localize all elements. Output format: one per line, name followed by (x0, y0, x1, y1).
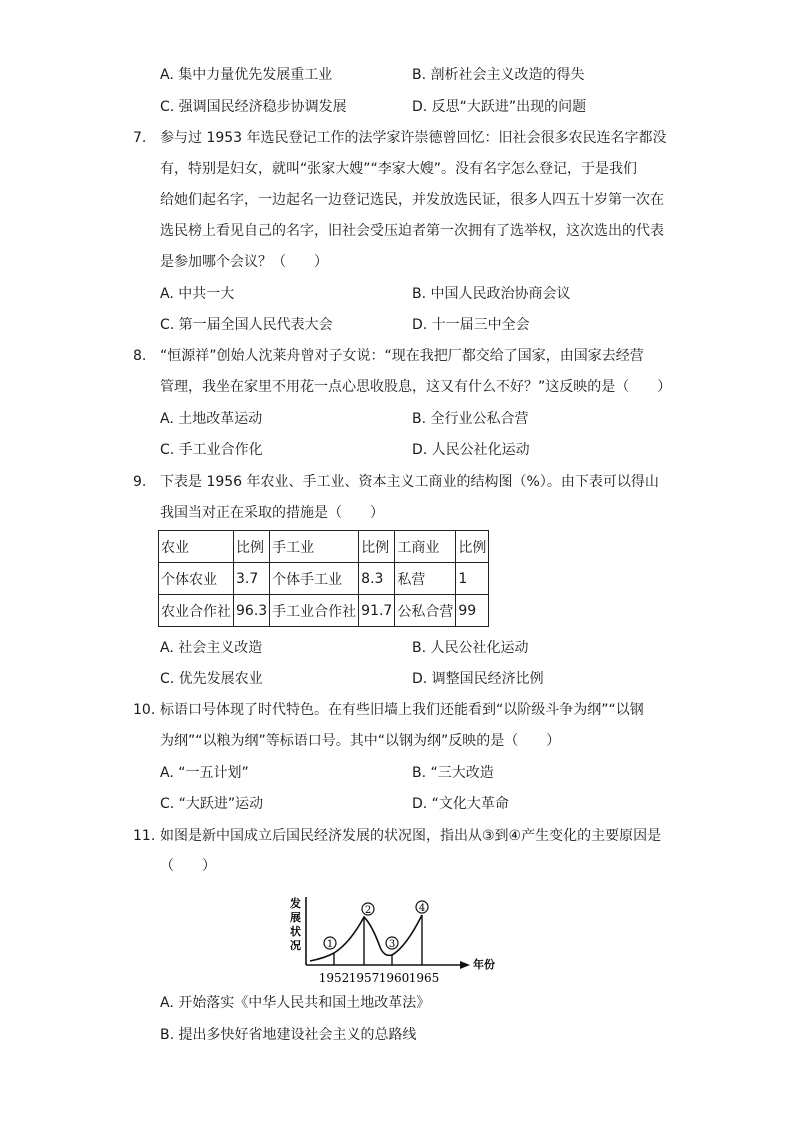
q7-text-line: 给她们起名字，一边起名一边登记选民，并发放选民证，很多人四五十岁第一次在 (160, 192, 664, 208)
x-tick-label: 1957 (348, 971, 380, 985)
q8-option-c[interactable]: C. 手工业合作化 (160, 442, 263, 458)
q6-option-b[interactable]: B. 剖析社会主义改造的得失 (412, 67, 585, 83)
table-cell: 私营 (395, 563, 456, 595)
q11-option-a[interactable]: A. 开始落实《中华人民共和国土地改革法》 (160, 995, 431, 1011)
q11-option-b[interactable]: B. 提出多快好省地建设社会主义的总路线 (160, 1027, 417, 1043)
q9-option-a[interactable]: A. 社会主义改造 (160, 640, 263, 656)
table-cell: 个体农业 (159, 563, 234, 595)
q6-option-c[interactable]: C. 强调国民经济稳步协调发展 (160, 99, 347, 115)
q9-option-b[interactable]: B. 人民公社化运动 (412, 640, 529, 656)
q7-option-d[interactable]: D. 十一届三中全会 (412, 317, 530, 333)
q11-number: 11. (133, 828, 156, 844)
table-header-cell: 比例 (359, 531, 395, 563)
q9-number: 9. (133, 474, 147, 490)
table-cell: 公私合营 (395, 595, 456, 627)
x-tick-label: 1960 (378, 971, 410, 985)
table-cell: 手工业合作社 (270, 595, 359, 627)
q7-text-line: 选民榜上看见自己的名字，旧社会受压迫者第一次拥有了选举权，这次选出的代表 (160, 223, 664, 239)
economy-development-chart (280, 895, 500, 995)
q11-text-line: 如图是新中国成立后国民经济发展的状况图，指出从③到④产生变化的主要原因是 (160, 828, 662, 844)
q10-text-line: 为纲”“以粮为纲”等标语口号。其中“以钢为纲”反映的是（ ） (160, 733, 561, 749)
table-cell: 3.7 (234, 563, 270, 595)
table-header-cell: 工商业 (395, 531, 456, 563)
q8-option-d[interactable]: D. 人民公社化运动 (412, 442, 530, 458)
q10-option-a[interactable]: A. “一五计划” (160, 765, 249, 781)
marker-label: 2 (364, 905, 372, 916)
x-tick-label: 1952 (318, 971, 350, 985)
q10-number: 10. (133, 702, 156, 718)
q9-text-line: 我国当对正在采取的措施是（ ） (160, 505, 384, 521)
q10-text-line: 标语口号体现了时代特色。在有些旧墙上我们还能看到“以阶级斗争为纲”“以钢 (160, 702, 644, 718)
y-axis-label-char: 状 (290, 925, 301, 938)
table-row (159, 563, 489, 595)
table-cell: 96.3 (234, 595, 270, 627)
q8-option-b[interactable]: B. 全行业公私合营 (412, 411, 529, 427)
q6-option-a[interactable]: A. 集中力量优先发展重工业 (160, 67, 333, 83)
q11-text-line: （ ） (160, 858, 216, 874)
table-header-cell: 比例 (456, 531, 489, 563)
q8-number: 8. (133, 348, 147, 364)
y-axis-label-char: 况 (290, 939, 301, 952)
table-cell: 91.7 (359, 595, 395, 627)
q7-text-line: 有，特别是妇女，就叫“张家大嫂”“李家大嫂”。没有名字怎么登记，于是我们 (160, 161, 638, 177)
x-axis-label: 年份 (473, 958, 495, 971)
y-axis-label-char: 展 (290, 911, 301, 924)
table-cell: 个体手工业 (270, 563, 359, 595)
y-axis-label-char: 发 (290, 897, 301, 910)
q9-option-d[interactable]: D. 调整国民经济比例 (412, 671, 544, 687)
table-header-cell: 农业 (159, 531, 234, 563)
q8-option-a[interactable]: A. 土地改革运动 (160, 411, 263, 427)
q6-option-d[interactable]: D. 反思“大跃进”出现的问题 (412, 99, 587, 115)
structure-table (158, 530, 489, 627)
x-tick-label: 1965 (408, 971, 440, 985)
table-header-cell: 比例 (234, 531, 270, 563)
marker-label: 4 (418, 903, 426, 914)
q7-option-a[interactable]: A. 中共一大 (160, 286, 235, 302)
q8-text-line: 管理，我坐在家里不用花一点心思收股息，这又有什么不好？”这反映的是（ ） (160, 379, 672, 395)
q10-option-d[interactable]: D. “文化大革命 (412, 796, 509, 812)
table-row (159, 595, 489, 627)
q9-text-line: 下表是 1956 年农业、手工业、资本主义工商业的结构图（%）。由下表可以得山 (160, 474, 659, 490)
table-header-cell: 手工业 (270, 531, 359, 563)
q7-number: 7. (133, 130, 147, 146)
table-cell: 8.3 (359, 563, 395, 595)
marker-label: 3 (388, 939, 396, 950)
q7-option-b[interactable]: B. 中国人民政治协商会议 (412, 286, 571, 302)
table-header-row (159, 531, 489, 563)
q8-text-line: “恒源祥”创始人沈莱舟曾对子女说：“现在我把厂都交给了国家，由国家去经营 (160, 348, 644, 364)
q10-option-b[interactable]: B. “三大改造 (412, 765, 494, 781)
q9-option-c[interactable]: C. 优先发展农业 (160, 671, 263, 687)
q7-text-line: 参与过 1953 年选民登记工作的法学家许崇德曾回忆：旧社会很多农民连名字都没 (160, 130, 667, 146)
x-axis-arrow-icon (460, 961, 470, 969)
table-cell: 1 (456, 563, 489, 595)
q7-text-line: 是参加哪个会议？（ ） (160, 254, 328, 270)
q7-option-c[interactable]: C. 第一届全国人民代表大会 (160, 317, 333, 333)
marker-label: 1 (326, 939, 334, 950)
q10-option-c[interactable]: C. “大跃进”运动 (160, 796, 264, 812)
table-cell: 99 (456, 595, 489, 627)
table-cell: 农业合作社 (159, 595, 234, 627)
